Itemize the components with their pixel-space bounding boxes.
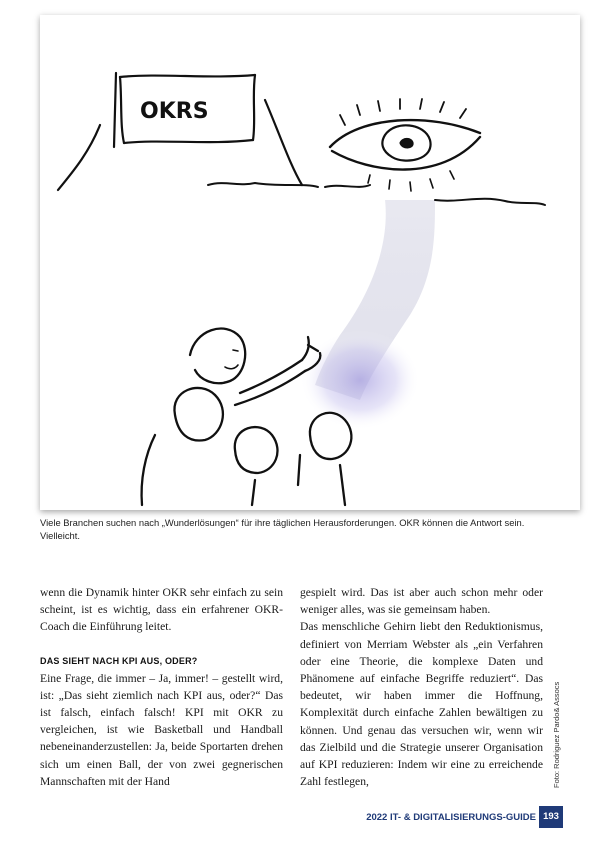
- right-paragraph-1: gespielt wird. Das ist aber auch schon mehr oder weniger alles, was sie gemeinsam haben.: [300, 586, 543, 617]
- horizon-line: [208, 183, 370, 187]
- right-column: [300, 584, 543, 790]
- eye-icon: [330, 99, 480, 191]
- footer-title: [0, 812, 536, 823]
- purple-glow: [300, 330, 420, 430]
- footer-year: 2022: [366, 812, 388, 823]
- section-heading: DAS SIEHT NACH KPI AUS, ODER?: [40, 655, 198, 666]
- footer-guide-title: IT- & DIGITALISIERUNGS-GUIDE: [389, 812, 536, 823]
- sign-text: OKRS: [140, 99, 209, 124]
- okrs-sign: [58, 73, 302, 190]
- left-paragraph-1: wenn die Dynamik hinter OKR sehr einfach zu sein scheint, ist es wichtig, dass ein erfahrener OKR-Coach die Einführung leitet.: [40, 586, 283, 634]
- left-paragraph-2: Eine Frage, die immer – Ja, immer! – gestellt wird, ist: „Das sieht ziemlich nach KPI aus, oder?“ Das ist falsch, einfach falsch! KPI mit OKR zu vergleichen, ist wie Basketball und Handball nebeneinanderzustellen: Ja, beide Sportarten drehen sich um einen Ball, der von zwei gegnerischen Mannschaften mit der Hand: [40, 671, 283, 788]
- illustration-caption: Viele Branchen suchen nach „Wunderlösungen“ für ihre täglichen Herausforderungen. OKR können die Antwort sein. Vielleicht.: [40, 517, 525, 541]
- page-number: 193: [539, 806, 563, 828]
- okr-eye-illustration: [40, 15, 580, 510]
- left-column: [40, 584, 283, 790]
- photo-credit: Foto: Rodriguez Pardo& Assocs: [552, 681, 561, 788]
- right-paragraph-2: Das menschliche Gehirn liebt den Reduktionismus, definiert von Merriam Webster als „ein Verfahren oder eine Theorie, die komplexe Daten und Phänomene auf einfache Begriffe reduziert“. Das bedeutet, wir haben immer die Hoffnung, Komplexität durch einfache Zahlen bewältigen zu können. Und genau das versuchen wir, wenn wir das Zielbild und die Strategie unserer Organisation auf KPI reduzieren: Indem wir eine zu erreichende Zahl festlegen,: [300, 620, 543, 789]
- illustration-card: [40, 15, 580, 510]
